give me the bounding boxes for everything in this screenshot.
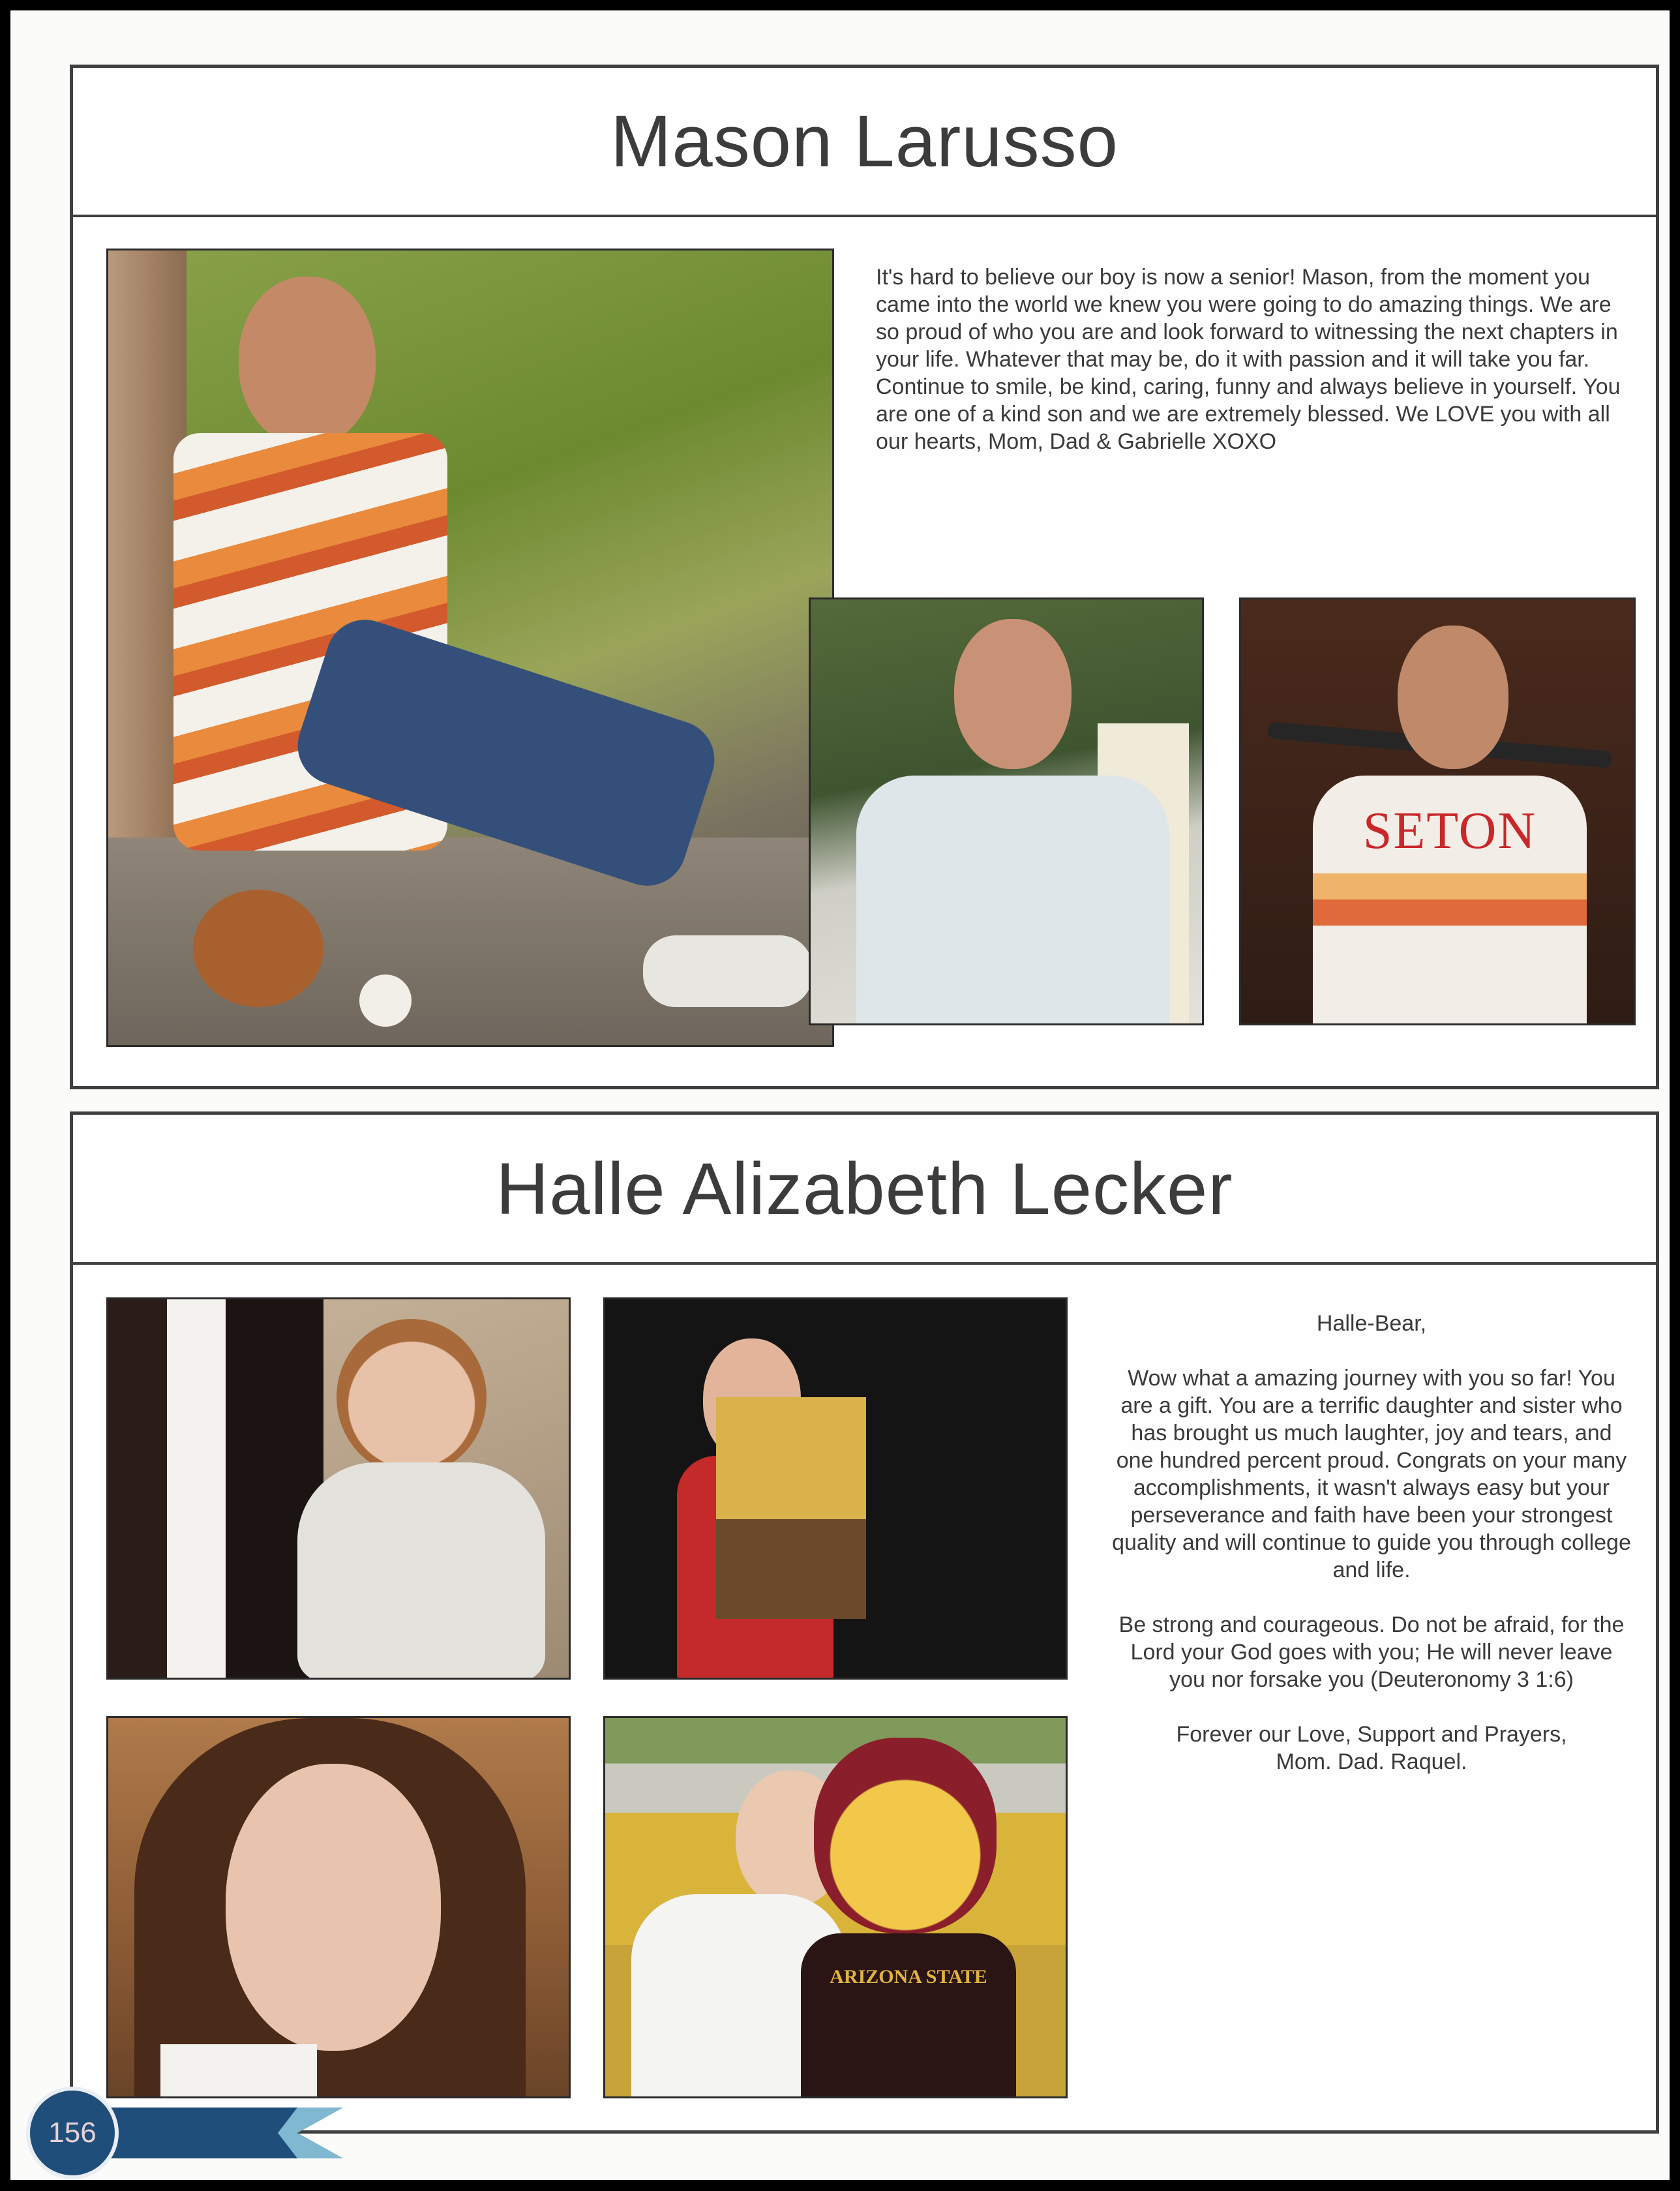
- yearbook-page: [10, 10, 1670, 2180]
- collar: [160, 2044, 317, 2098]
- sneakers: [643, 935, 813, 1007]
- piano: [108, 1299, 323, 1680]
- baseball-glove: [193, 890, 323, 1007]
- letter-paragraph-1: Wow what a amazing journey with you so far! You are a gift. You are a terrific daughter and sister who has brought us much laughter, joy and tears, and one hundred percent proud. Congrats on your many accomplishments, it wasn't always easy but your perseverance and faith have been your strongest quality and will continue to guide you through college and life.: [1112, 1366, 1631, 1582]
- page-number: 156: [48, 2117, 97, 2149]
- person-head: [954, 619, 1072, 769]
- jersey-lettering: SETON: [1362, 802, 1537, 860]
- page-number-badge: [26, 2087, 119, 2179]
- child-head: [337, 1319, 487, 1475]
- letter-paragraph-2: Be strong and courageous. Do not be afraid, for the Lord your God goes with you; He will never leave you nor forsake you (Deuteronomy 3 1:6): [1118, 1612, 1625, 1692]
- message-text: [876, 264, 1632, 455]
- photo-toddler-piano: [106, 1297, 571, 1680]
- person-head: [1398, 626, 1508, 769]
- senior-ad-halle: [70, 1111, 1659, 2134]
- jersey-seton: [1313, 776, 1587, 1025]
- letter-text: [1111, 1310, 1632, 1775]
- photo-with-mascot: [603, 1716, 1068, 2098]
- letter-closing-line-1: Forever our Love, Support and Prayers,: [1176, 1722, 1567, 1747]
- person-head: [239, 277, 376, 446]
- message-paragraph: It's hard to believe our boy is now a senior! Mason, from the moment you came into the world we knew you were going to do amazing things. We are so proud of who you are and look forward to witnessing the next chapters in your life. Whatever that may be, do it with passion and it will take you far. Continue to smile, be kind, caring, funny and always believe in yourself. You are one of a kind son and we are extremely blessed. We LOVE you with all our hearts, Mom, Dad & Gabrielle XOXO: [876, 265, 1621, 454]
- mascot-head: [814, 1738, 997, 1933]
- photo-closeup-portrait: [106, 1716, 571, 2098]
- section-title-bar: [73, 68, 1656, 217]
- henley-shirt: [856, 776, 1169, 1025]
- photo-seated-portrait: [106, 249, 834, 1047]
- baseball: [359, 975, 412, 1027]
- page-ribbon: [102, 2108, 343, 2158]
- child-dress: [297, 1462, 545, 1680]
- photo-bat-portrait: [1239, 597, 1636, 1025]
- letter-closing-line-2: Mom. Dad. Raquel.: [1276, 1749, 1467, 1774]
- senior-ad-mason: [70, 65, 1659, 1089]
- mascot-jersey: [801, 1933, 1016, 2098]
- senior-name: Mason Larusso: [610, 100, 1118, 182]
- senior-name: Halle Alizabeth Lecker: [496, 1147, 1233, 1230]
- photo-henley-portrait: [809, 597, 1204, 1025]
- face: [226, 1764, 441, 2051]
- letter-greeting: Halle-Bear,: [1316, 1311, 1427, 1336]
- trophy: [716, 1397, 866, 1619]
- section-title-bar: [73, 1115, 1656, 1265]
- mascot-jersey-lettering: ARIZONA STATE: [830, 1966, 987, 1987]
- photo-cheer-trophy: [603, 1297, 1068, 1680]
